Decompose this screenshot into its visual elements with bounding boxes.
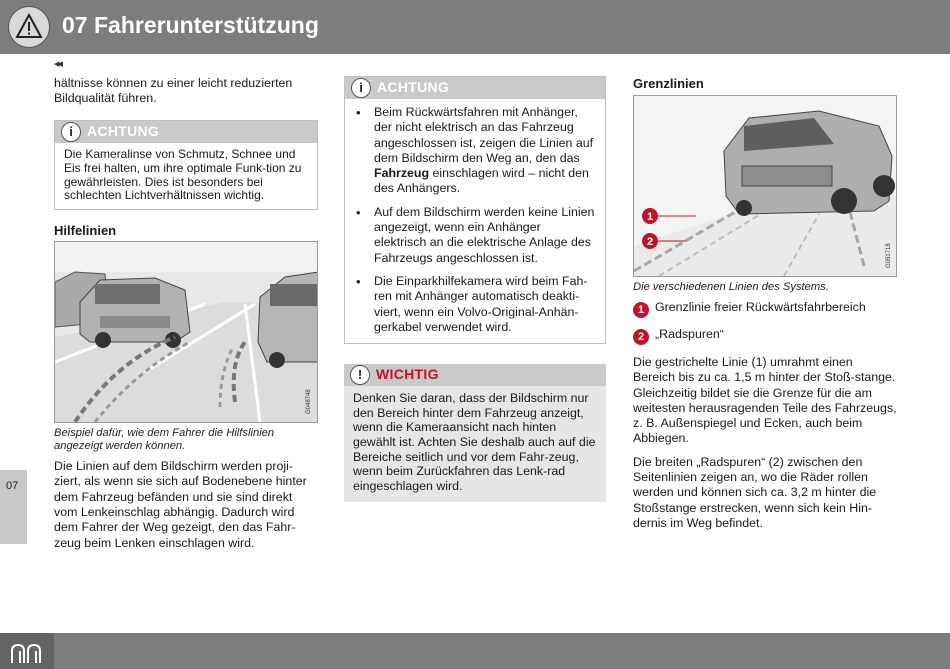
chapter-header: [0, 0, 950, 54]
legend-item-1: [633, 300, 897, 318]
wichtig-text: Denken Sie daran, dass der Bildschirm nur den Bereich hinter dem Fahrzeug anzeigt, wenn die Kameraansicht nach hinten gewählt ist. Achten Sie deshalb auch auf die Bereiche seitlich und vor dem Fahr-zeug, wenn beim Zurückfahren das Lenk-rad eingeschlagen wird.: [344, 386, 606, 502]
parking-camera-view-image: [55, 242, 318, 422]
bullet-item: • Beim Rückwärtsfahren mit Anhänger, der nicht elektrisch an das Fahrzeug angeschlossen ist, zeigen die Linien auf dem Bildschirm den Weg an, den das Fahrzeug einschlagen wird – nicht den des Anhängers.: [351, 105, 596, 197]
bullet-item: • Auf dem Bildschirm werden keine Linien angezeigt, wenn ein Anhänger elektrisch an die elektrische Anlage des Fahrzeugs angeschlossen ist.: [351, 205, 596, 266]
achtung-box-header: [345, 77, 605, 99]
grenzlinien-para-2: Die breiten „Radspuren“ (2) zwischen den Seitenlinien zeigen an, wo die Räder rollen werden und können sich ca. 3,2 m hinter die Stoßstange erstrecken, wenn sich kein Hin-dernis im Weg befindet.: [633, 454, 877, 530]
callout-number-badge: 1: [633, 302, 649, 318]
achtung-label: ACHTUNG: [87, 123, 160, 139]
bold-word: Fahrzeug: [374, 166, 430, 181]
wichtig-label: WICHTIG: [376, 366, 439, 383]
hilfelinien-body: Die Linien auf dem Bildschirm werden proji-ziert, als wenn sie sich auf Bodenebene hinter dem Fahrzeug befänden und sie sind direkt vom Lenkeinschlag abhängig. Dadurch wird dem Fahrer der Weg gezeigt, den das Fahr-zeug beim Lenken einschlagen wird.: [54, 459, 307, 550]
info-icon: i: [351, 78, 371, 98]
achtung-text: Die Kameralinse von Schmutz, Schnee und Eis frei halten, um ihre optimale Funk-tion zu gewährleisten. Dies ist besonders bei schlechten Lichtverhältnissen wichtig.: [64, 147, 302, 203]
footer-logo-area: [0, 633, 54, 669]
section-title-grenzlinien: Grenzlinien: [633, 76, 704, 91]
chapter-side-tab[interactable]: [0, 470, 27, 544]
legend-item-2: [633, 327, 897, 345]
warning-triangle-icon: [8, 6, 50, 48]
column-middle: [344, 76, 606, 502]
column-left: [54, 76, 318, 551]
achtung-bullet-list: [351, 105, 596, 335]
figure-caption: Beispiel dafür, wie dem Fahrer die Hilfslinien angezeigt werden können.: [54, 427, 275, 453]
legend-text: „Radspuren“: [655, 327, 724, 341]
grenzlinien-para-1: Die gestrichelte Linie (1) umrahmt einen Bereich bis zu ca. 1,5 m hinter der Stoß-stange. Gleichzeitig bildet sie die Grenze für die am weitesten herausragenden Teile des Fahrzeugs, z. B. Außenspiegel und Ecken, auch beim Abbiegen.: [633, 355, 897, 446]
callout-number-badge: 2: [633, 329, 649, 345]
chapter-number: 07: [6, 480, 19, 492]
bullet-item: • Die Einparkhilfekamera wird beim Fah-ren mit Anhänger automatisch deakti-viert, wenn ein Volvo-Original-Anhän-gerkabel verwendet wird.: [351, 274, 596, 335]
figure-caption: Die verschiedenen Linien des Systems.: [633, 281, 829, 293]
page-footer: [0, 633, 950, 669]
achtung-box: [54, 120, 318, 210]
wichtig-box: [344, 364, 606, 502]
wichtig-box-header: [344, 364, 606, 386]
brand-logo-icon: [10, 643, 44, 663]
chapter-title: 07 Fahrerunterstützung: [62, 12, 319, 38]
exclamation-icon: !: [350, 365, 370, 385]
info-icon: i: [61, 122, 81, 142]
achtung-box-2: [344, 76, 606, 344]
figure-code: G048748: [306, 389, 312, 415]
section-title-hilfelinien: Hilfelinien: [54, 223, 117, 239]
legend-text: Grenzlinie freier Rückwärtsfahrbereich: [655, 300, 866, 314]
svg-text:2: 2: [646, 236, 654, 248]
back-navigation-icon[interactable]: ◂◂: [54, 58, 62, 70]
svg-text:1: 1: [646, 211, 654, 223]
grenzlinien-illustration: [633, 95, 897, 277]
achtung-body: [345, 99, 605, 343]
hilfslinien-illustration: [54, 241, 318, 423]
column-right: [633, 76, 897, 531]
rear-view-lines-image: [634, 96, 896, 276]
achtung-label: ACHTUNG: [377, 79, 450, 95]
intro-text: hältnisse können zu einer leicht reduzierten Bildqualität führen.: [54, 76, 293, 106]
figure-code: G051718: [886, 243, 892, 268]
achtung-box-header: [55, 121, 317, 143]
